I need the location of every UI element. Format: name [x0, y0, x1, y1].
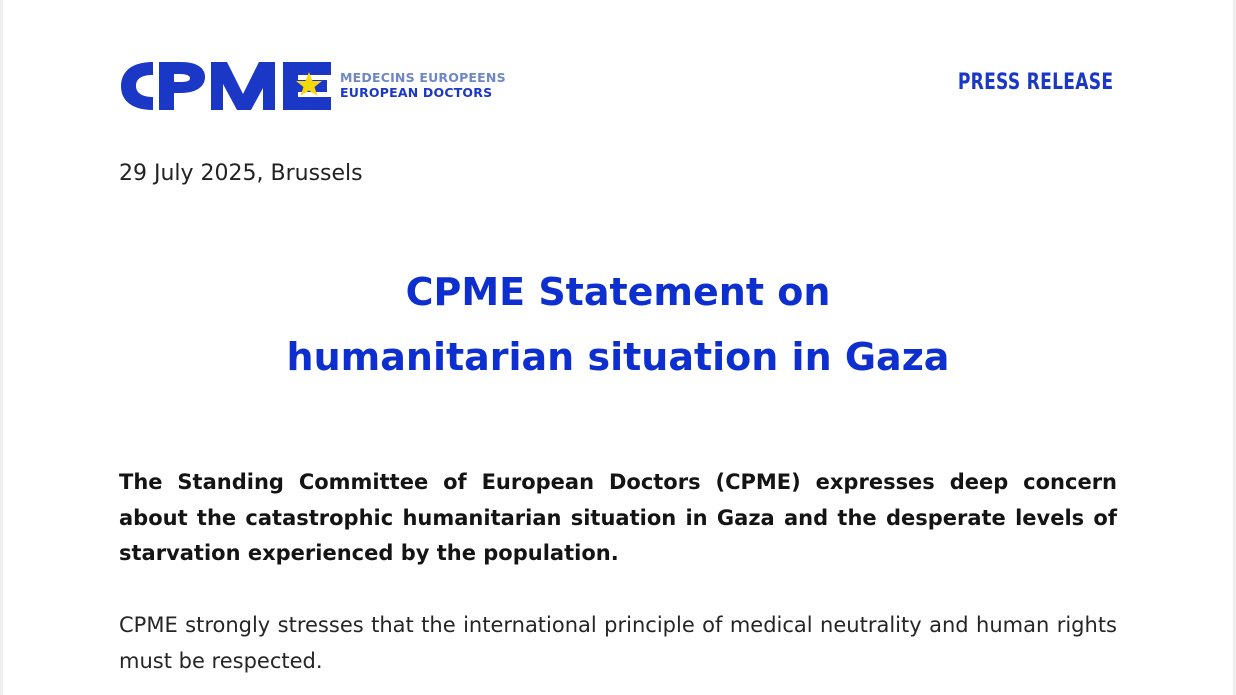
- cpme-logo: [119, 60, 506, 112]
- document-page: [3, 0, 1233, 695]
- date-line: 29 July 2025, Brussels: [119, 161, 363, 186]
- press-release-label: PRESS RELEASE: [957, 70, 1113, 95]
- logo-tagline-english: EUROPEAN DOCTORS: [340, 85, 493, 100]
- cpme-logo-mark: [119, 60, 334, 112]
- statement-title-line-2: humanitarian situation in Gaza: [286, 335, 950, 379]
- logo-tagline-french: MEDECINS EUROPEENS: [340, 70, 506, 85]
- statement-title-line-1: CPME Statement on: [405, 270, 831, 314]
- logo-tagline: [340, 70, 506, 100]
- body-paragraph: CPME strongly stresses that the international principle of medical neutrality and human rights must be respected.: [119, 613, 1117, 673]
- lead-paragraph: The Standing Committee of European Doctors (CPME) expresses deep concern about the catastrophic humanitarian situation in Gaza and the desperate levels of starvation experienced by the population.: [119, 470, 1117, 565]
